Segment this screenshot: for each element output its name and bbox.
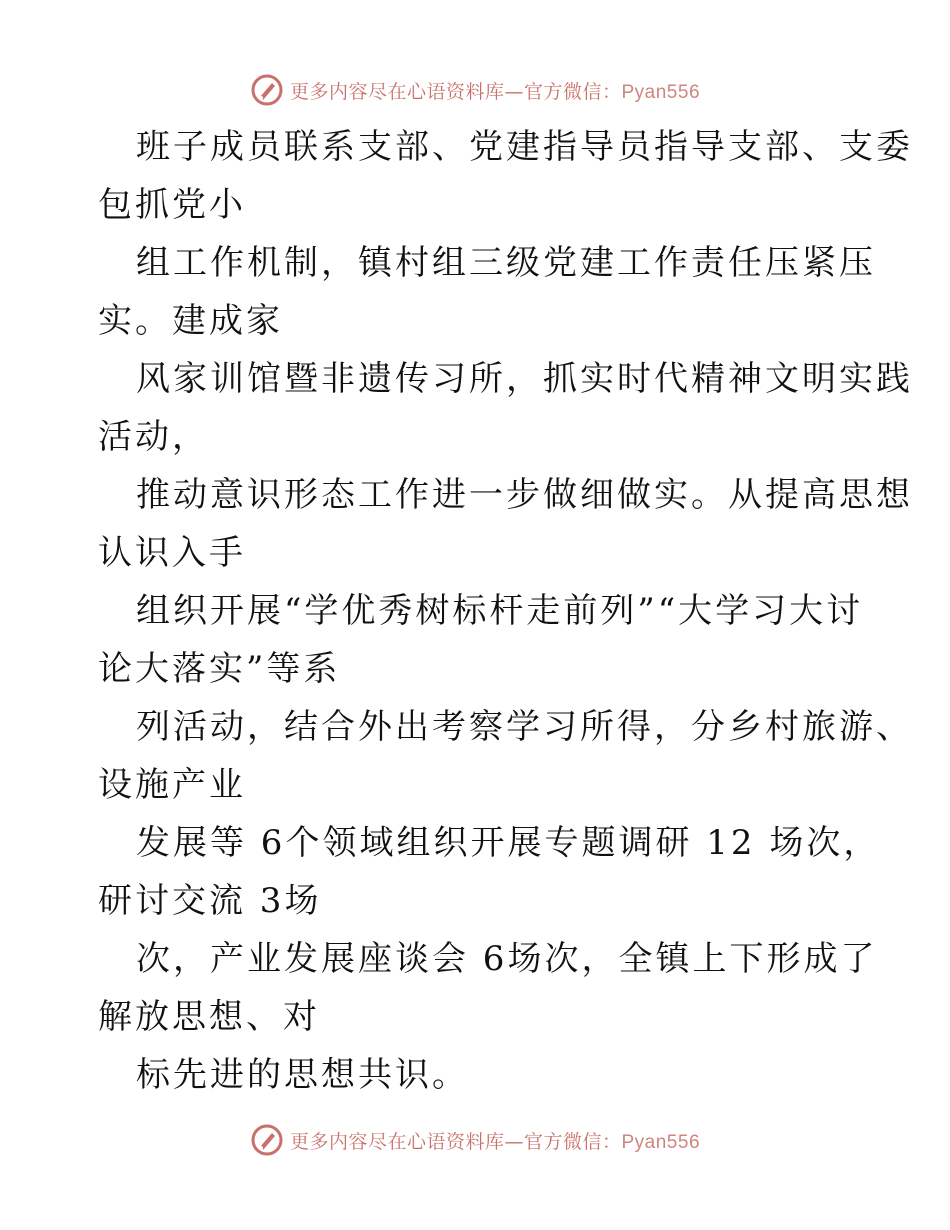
watermark-text: 更多内容尽在心语资料库—官方微信：: [289, 1130, 622, 1153]
pen-seal-icon: [250, 73, 284, 107]
paragraph: [98, 350, 913, 466]
paragraph-first-line: 组织开展“学优秀树标杆走前列”“大学习大讨: [136, 591, 864, 631]
paragraph: [98, 466, 913, 582]
paragraph: [98, 118, 913, 234]
paragraph-continuation-line: 认识入手: [98, 533, 246, 573]
paragraph: [98, 582, 864, 698]
paragraph-continuation-line: 论大落实”等系: [98, 649, 341, 689]
paragraph-continuation-line: 研讨交流 3场: [98, 881, 322, 921]
paragraph-first-line: 发展等 6个领域组织开展专题调研 12 场次，: [136, 823, 881, 863]
paragraph-continuation-line: 设施产业: [98, 765, 246, 805]
paragraph-continuation-line: 包抓党小: [98, 185, 246, 225]
paragraph: [98, 234, 876, 350]
footer-watermark: [0, 1120, 950, 1160]
paragraph-first-line: 风家训馆暨非遗传习所，抓实时代精神文明实践: [136, 359, 913, 399]
paragraph-first-line: 列活动，结合外出考察学习所得，分乡村旅游、: [136, 707, 913, 747]
paragraph-first-line: 标先进的思想共识。: [136, 1055, 469, 1095]
paragraph-continuation-line: 活动，: [98, 417, 209, 457]
paragraph-continuation-line: 实。建成家: [98, 301, 283, 341]
watermark-id: Pyan556: [621, 81, 701, 103]
paragraph-first-line: 班子成员联系支部、党建指导员指导支部、支委: [136, 127, 913, 167]
paragraph: [98, 1046, 858, 1104]
paragraph-continuation-line: 解放思想、对: [98, 997, 320, 1037]
paragraph-first-line: 次，产业发展座谈会 6场次，全镇上下形成了: [136, 939, 878, 979]
watermark-text: 更多内容尽在心语资料库—官方微信：: [289, 80, 622, 103]
body-text: [98, 118, 913, 1104]
pen-seal-icon: [250, 1123, 284, 1157]
paragraph-first-line: 组工作机制，镇村组三级党建工作责任压紧压: [136, 243, 876, 283]
paragraph: [98, 698, 913, 814]
header-watermark: [0, 70, 950, 110]
watermark-id: Pyan556: [621, 1131, 701, 1153]
paragraph-first-line: 推动意识形态工作进一步做细做实。从提高思想: [136, 475, 913, 515]
paragraph: [98, 814, 881, 930]
paragraph: [98, 930, 878, 1046]
